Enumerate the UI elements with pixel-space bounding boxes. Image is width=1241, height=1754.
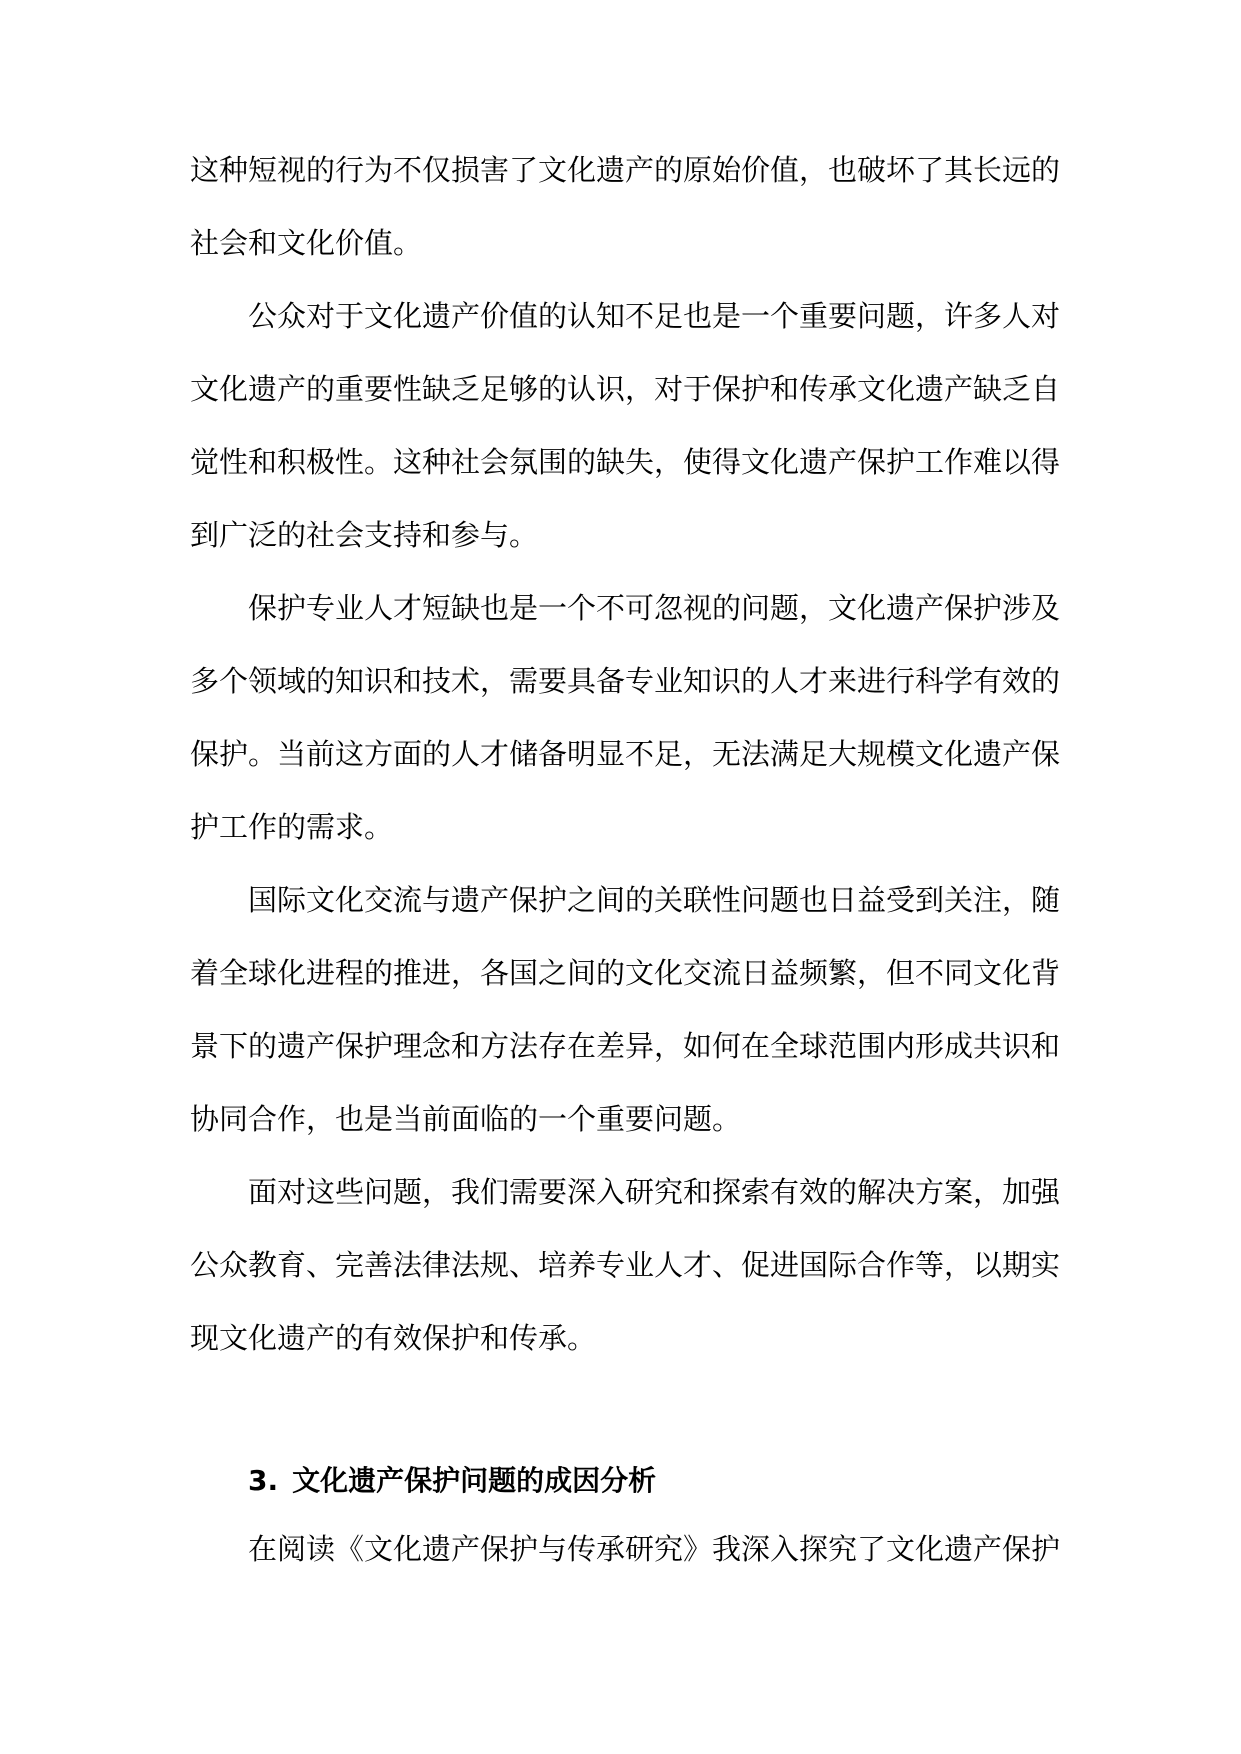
paragraph-talent-shortage: 保护专业人才短缺也是一个不可忽视的问题，文化遗产保护涉及多个领域的知识和技术，需要具备专业知识的人才来进行科学有效的保护。当前这方面的人才储备明显不足，无法满足大规模文化遗产保护工作的需求。 — [190, 591, 1061, 844]
paragraph-international-exchange: 国际文化交流与遗产保护之间的关联性问题也日益受到关注，随着全球化进程的推进，各国之间的文化交流日益频繁，但不同文化背景下的遗产保护理念和方法存在差异，如何在全球范围内形成共识和协同合作，也是当前面临的一个重要问题。 — [190, 883, 1061, 1136]
paragraph-solutions: 面对这些问题，我们需要深入研究和探索有效的解决方案，加强公众教育、完善法律法规、培养专业人才、促进国际合作等，以期实现文化遗产的有效保护和传承。 — [190, 1175, 1061, 1355]
section-heading — [248, 1461, 656, 1501]
paragraph-public-awareness: 公众对于文化遗产价值的认知不足也是一个重要问题，许多人对文化遗产的重要性缺乏足够的认识，对于保护和传承文化遗产缺乏自觉性和积极性。这种社会氛围的缺失，使得文化遗产保护工作难以得到广泛的社会支持和参与。 — [190, 299, 1061, 552]
paragraph-analysis-intro: 在阅读《文化遗产保护与传承研究》我深入探究了文化遗产保护 — [248, 1532, 1061, 1566]
paragraph-continuation: 这种短视的行为不仅损害了文化遗产的原始价值，也破坏了其长远的社会和文化价值。 — [190, 153, 1061, 260]
section-title: 文化遗产保护问题的成因分析 — [292, 1464, 657, 1497]
section-number: 3. — [248, 1464, 279, 1497]
